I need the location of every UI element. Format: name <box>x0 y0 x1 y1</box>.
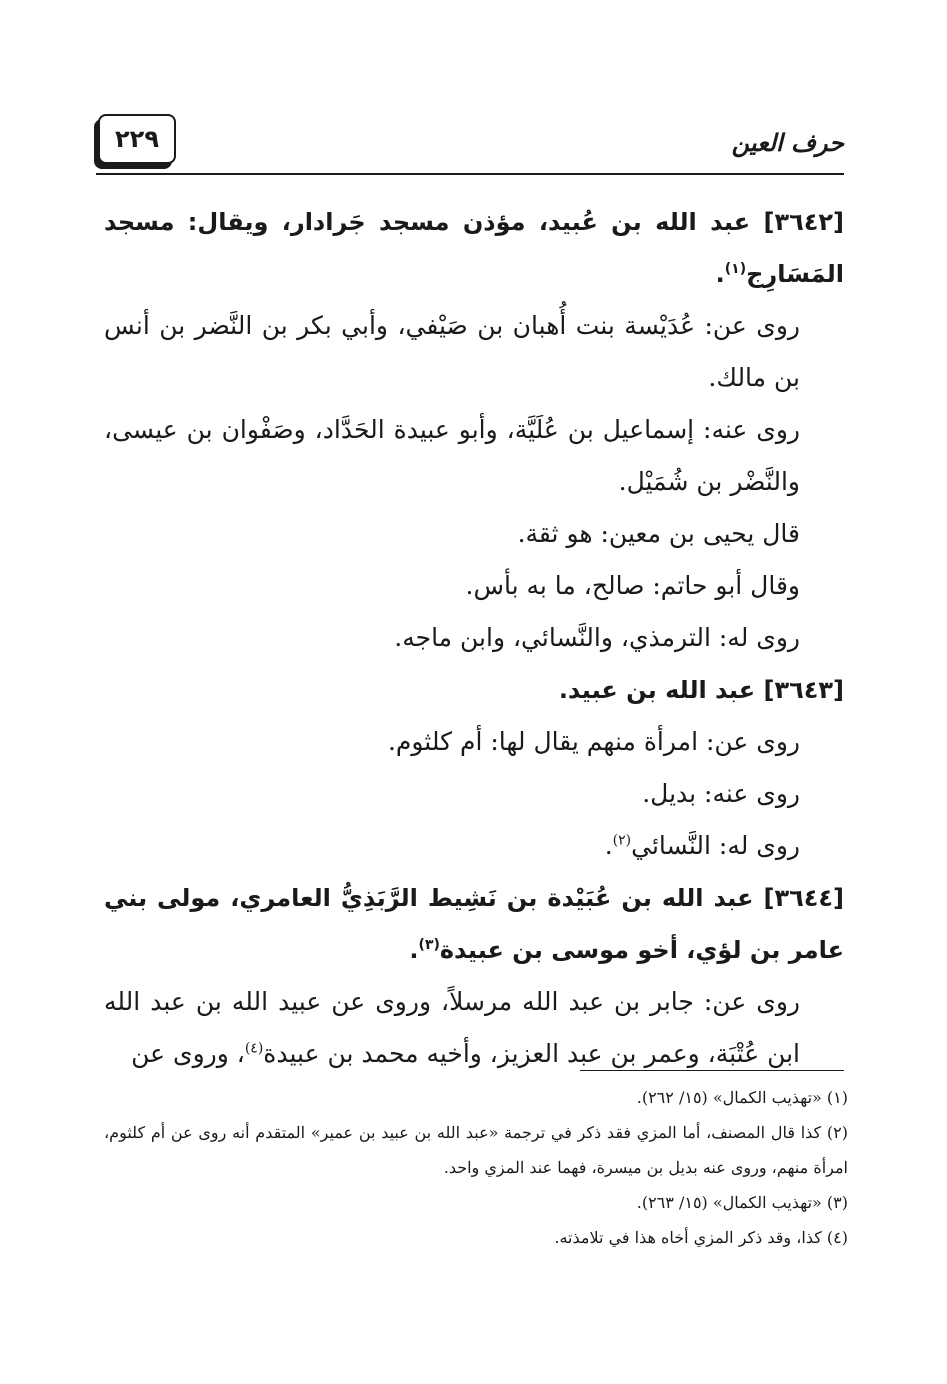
assessment-paragraph: قال يحيى بن معين: هو ثقة. <box>517 519 800 548</box>
narrated-from-paragraph: روى عن: عُدَيْسة بنت أُهبان بن صَيْفي، وأبي بكر بن النَّضر بن أنس بن مالك. <box>104 311 800 392</box>
heading-end: . <box>409 936 419 964</box>
chapter-title: حرف العين <box>731 128 844 157</box>
footnote-marker: (٣) <box>418 937 440 953</box>
entry-heading-3643: [٣٦٤٣] عبد الله بن عبيد. <box>558 676 844 704</box>
para-end: . <box>604 831 613 860</box>
narrators-paragraph: روى عنه: بديل. <box>642 779 800 808</box>
footnote-4: (٤) كذا، وقد ذكر المزي أخاه هذا في تلامذته. <box>554 1228 848 1247</box>
footnote-marker: (٤) <box>244 1040 264 1057</box>
narrated-from-paragraph <box>104 976 844 1080</box>
entry-heading-text: [٣٦٤٢] عبد الله بن عُبيد، مؤذن مسجد جَرادار، ويقال: مسجد المَسَارِج <box>104 208 844 288</box>
footnote-marker: (٢) <box>612 832 632 849</box>
sources-paragraph: روى له: الترمذي، والنَّسائي، وابن ماجه. <box>394 623 800 652</box>
heading-end: . <box>715 260 725 288</box>
footnotes <box>104 1080 848 1255</box>
entry-heading-3644 <box>104 872 844 976</box>
narrated-from-paragraph: روى عن: امرأة منهم يقال لها: أم كلثوم. <box>387 727 800 756</box>
entry-heading-text: [٣٦٤٤] عبد الله بن عُبَيْدة بن نَشِيط الرَّبَذِيُّ العامري، مولى بني عامر بن لؤي، أخو موسى بن عبيدة <box>104 884 844 964</box>
entry-heading-3642 <box>104 196 844 300</box>
footnote-3: (٣) «تهذيب الكمال» (١٥/ ٢٦٣). <box>636 1193 848 1212</box>
running-header <box>96 112 844 176</box>
footnote-divider <box>580 1070 844 1071</box>
paragraph-text: روى عن: جابر بن عبد الله مرسلاً، وروى عن عبيد الله بن عبد الله ابن عُتْبَة، وعمر بن عبد العزيز، وأخيه محمد بن عبيدة <box>104 987 800 1068</box>
narrators-paragraph: روى عنه: إسماعيل بن عُلَيَّة، وأبو عبيدة الحَدَّاد، وصَفْوان بن عيسى، والنَّضْر بن شُمَيْل. <box>104 415 800 496</box>
footnote-1: (١) «تهذيب الكمال» (١٥/ ٢٦٢). <box>636 1088 848 1107</box>
header-divider <box>96 173 844 175</box>
sources-text: روى له: النَّسائي <box>631 831 800 860</box>
main-text <box>104 196 844 1080</box>
sources-paragraph <box>104 820 844 872</box>
paragraph-text-continued: ، وروى عن <box>131 1039 245 1068</box>
page-number: ٢٢٩ <box>98 114 176 164</box>
footnote-marker: (١) <box>724 261 747 277</box>
assessment-paragraph: وقال أبو حاتم: صالح، ما به بأس. <box>465 571 800 600</box>
footnote-2: (٢) كذا قال المصنف، أما المزي فقد ذكر في ترجمة «عبد الله بن عبيد بن عمير» المتقدم أنه روى عن أم كلثوم، امرأة منهم، وروى عنه بديل بن ميسرة، فهما عند المزي واحد. <box>104 1123 848 1177</box>
